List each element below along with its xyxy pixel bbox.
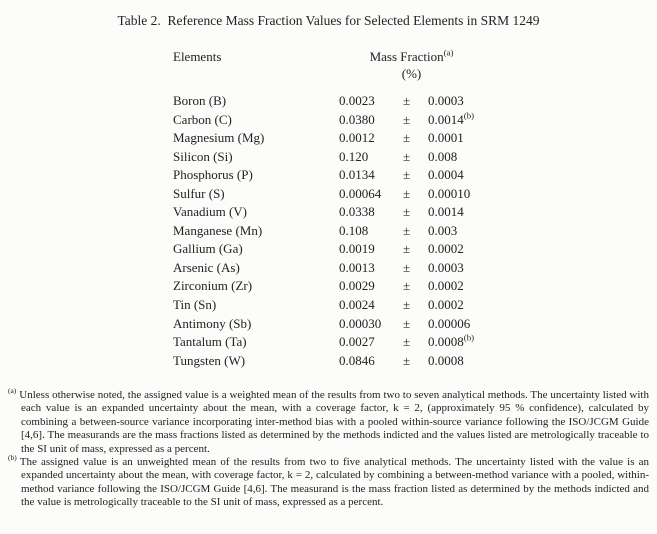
plus-minus-sign: ± xyxy=(403,241,411,257)
uncertainty-number: 0.003 xyxy=(428,222,458,238)
table-row xyxy=(173,111,493,130)
uncertainty-value xyxy=(428,222,493,241)
element-name: Magnesium (Mg) xyxy=(173,130,265,146)
uncertainty-value xyxy=(428,129,493,148)
uncertainty-value xyxy=(428,333,493,352)
uncertainty-number: 0.00010 xyxy=(428,185,471,201)
plus-minus-sign: ± xyxy=(403,222,411,238)
mass-fraction-value: 0.0380 xyxy=(339,111,375,127)
plus-minus-sign: ± xyxy=(403,334,411,350)
uncertainty-number: 0.008 xyxy=(428,148,458,164)
table-row xyxy=(173,352,493,371)
table-row xyxy=(173,129,493,148)
element-name: Manganese (Mn) xyxy=(173,222,263,238)
uncertainty-number: 0.00006 xyxy=(428,315,471,331)
uncertainty-value xyxy=(428,296,493,315)
plus-minus-sign: ± xyxy=(403,167,411,183)
mass-fraction-value: 0.00030 xyxy=(339,315,382,331)
element-name: Tantalum (Ta) xyxy=(173,334,247,350)
mass-fraction-value: 0.0023 xyxy=(339,93,375,108)
uncertainty-number: 0.0008 xyxy=(428,352,464,368)
table-row xyxy=(173,148,493,167)
table-row xyxy=(173,277,493,296)
uncertainty-value xyxy=(428,259,493,278)
element-name: Gallium (Ga) xyxy=(173,241,243,257)
footnotes-section xyxy=(8,386,649,510)
table-row xyxy=(173,315,493,334)
uncertainty-value xyxy=(428,185,493,204)
table-row xyxy=(173,222,493,241)
plus-minus-sign: ± xyxy=(403,259,411,275)
uncertainty-number: 0.0014 xyxy=(428,111,464,127)
plus-minus-sign: ± xyxy=(403,148,411,164)
uncertainty-number: 0.0003 xyxy=(428,93,464,108)
uncertainty-value xyxy=(428,240,493,259)
uncertainty-number: 0.0003 xyxy=(428,259,464,275)
table-title: Table 2. Reference Mass Fraction Values for Selected Elements in SRM 1249 xyxy=(117,13,540,28)
uncertainty-value xyxy=(428,92,493,111)
plus-minus-sign: ± xyxy=(403,297,411,313)
column-header-unit: (%) xyxy=(401,66,422,81)
element-name: Zirconium (Zr) xyxy=(173,278,253,294)
mass-fraction-value: 0.0012 xyxy=(339,130,375,146)
plus-minus-sign: ± xyxy=(403,278,411,294)
table-row xyxy=(173,296,493,315)
plus-minus-sign: ± xyxy=(403,352,411,368)
element-name: Vanadium (V) xyxy=(173,204,248,220)
element-name: Antimony (Sb) xyxy=(173,315,252,331)
element-name: Sulfur (S) xyxy=(173,185,225,201)
footnote-a-reference: (a) xyxy=(443,47,454,58)
uncertainty-value xyxy=(428,166,493,185)
table-row xyxy=(173,259,493,278)
column-header-mass-fraction xyxy=(339,49,484,65)
uncertainty-value xyxy=(428,203,493,222)
table-row xyxy=(173,333,493,352)
table-row xyxy=(173,203,493,222)
plus-minus-sign: ± xyxy=(403,185,411,201)
plus-minus-sign: ± xyxy=(403,93,411,108)
footnote-b xyxy=(8,453,649,510)
mass-fraction-value: 0.0029 xyxy=(339,278,375,294)
column-header-elements: Elements xyxy=(173,49,222,64)
uncertainty-number: 0.0002 xyxy=(428,278,464,294)
table-row xyxy=(173,240,493,259)
plus-minus-sign: ± xyxy=(403,315,411,331)
mass-fraction-value: 0.0338 xyxy=(339,204,375,220)
mass-fraction-value: 0.0019 xyxy=(339,241,375,257)
footnote-a-text: Unless otherwise noted, the assigned value is a weighted mean of the results from two to seven analytical methods. The uncertainty listed with each value is an expanded uncertainty about the mean, with a coverage factor, k = 2, (approximately 95 % confidence), calculated by combining a between-source variance incorporating inter-method bias with a pooled within-source variance following the ISO/JCGM Guide [4,6]. The measurands are the mass fractions listed as determined by the methods indicted and the values listed are metrologically traceable to the SI unit of mass, expressed as a percent. xyxy=(19,389,649,455)
uncertainty-value xyxy=(428,315,493,334)
element-name: Carbon (C) xyxy=(173,111,232,127)
plus-minus-sign: ± xyxy=(403,111,411,127)
element-name: Tungsten (W) xyxy=(173,352,246,368)
uncertainty-number: 0.0004 xyxy=(428,167,464,183)
uncertainty-number: 0.0001 xyxy=(428,130,464,146)
element-name: Tin (Sn) xyxy=(173,297,217,313)
footnote-b-reference: (b) xyxy=(463,332,475,343)
element-name: Phosphorus (P) xyxy=(173,167,253,183)
element-name: Boron (B) xyxy=(173,93,227,108)
mass-fraction-value: 0.0024 xyxy=(339,297,375,313)
mass-fraction-value: 0.120 xyxy=(339,148,369,164)
mass-fraction-value: 0.108 xyxy=(339,222,369,238)
table-row xyxy=(173,92,493,111)
plus-minus-sign: ± xyxy=(403,204,411,220)
uncertainty-number: 0.0002 xyxy=(428,241,464,257)
uncertainty-value xyxy=(428,277,493,296)
uncertainty-value xyxy=(428,352,493,371)
footnote-a xyxy=(8,386,649,456)
mass-fraction-value: 0.0013 xyxy=(339,259,375,275)
mass-fraction-label: Mass Fraction xyxy=(369,49,444,64)
footnote-b-marker: (b) xyxy=(8,453,17,463)
data-rows xyxy=(173,92,493,370)
element-name: Arsenic (As) xyxy=(173,259,240,275)
mass-fraction-value: 0.00064 xyxy=(339,185,382,201)
uncertainty-value xyxy=(428,111,493,130)
table-row xyxy=(173,185,493,204)
uncertainty-number: 0.0008 xyxy=(428,334,464,350)
uncertainty-number: 0.0002 xyxy=(428,297,464,313)
table-row xyxy=(173,166,493,185)
footnote-b-reference: (b) xyxy=(463,110,475,121)
plus-minus-sign: ± xyxy=(403,130,411,146)
footnote-a-marker: (a) xyxy=(8,386,17,396)
mass-fraction-value: 0.0134 xyxy=(339,167,375,183)
element-name: Silicon (Si) xyxy=(173,148,233,164)
mass-fraction-value: 0.0846 xyxy=(339,352,375,368)
uncertainty-number: 0.0014 xyxy=(428,204,464,220)
mass-fraction-value: 0.0027 xyxy=(339,334,375,350)
footnote-b-text: The assigned value is an unweighted mean of the results from two to five analytical methods. The uncertainty listed with the value is an expanded uncertainty about the mean, with coverage factor, k = 2, calculated by combining a between-method variance with a pooled, within-method variance following the ISO/JCGM Guide [4,6]. The measurand is the mass fraction listed as determined by the methods indicted and the value is metrologically traceable to the SI unit of mass, expressed as a percent. xyxy=(19,456,649,509)
uncertainty-value xyxy=(428,148,493,167)
